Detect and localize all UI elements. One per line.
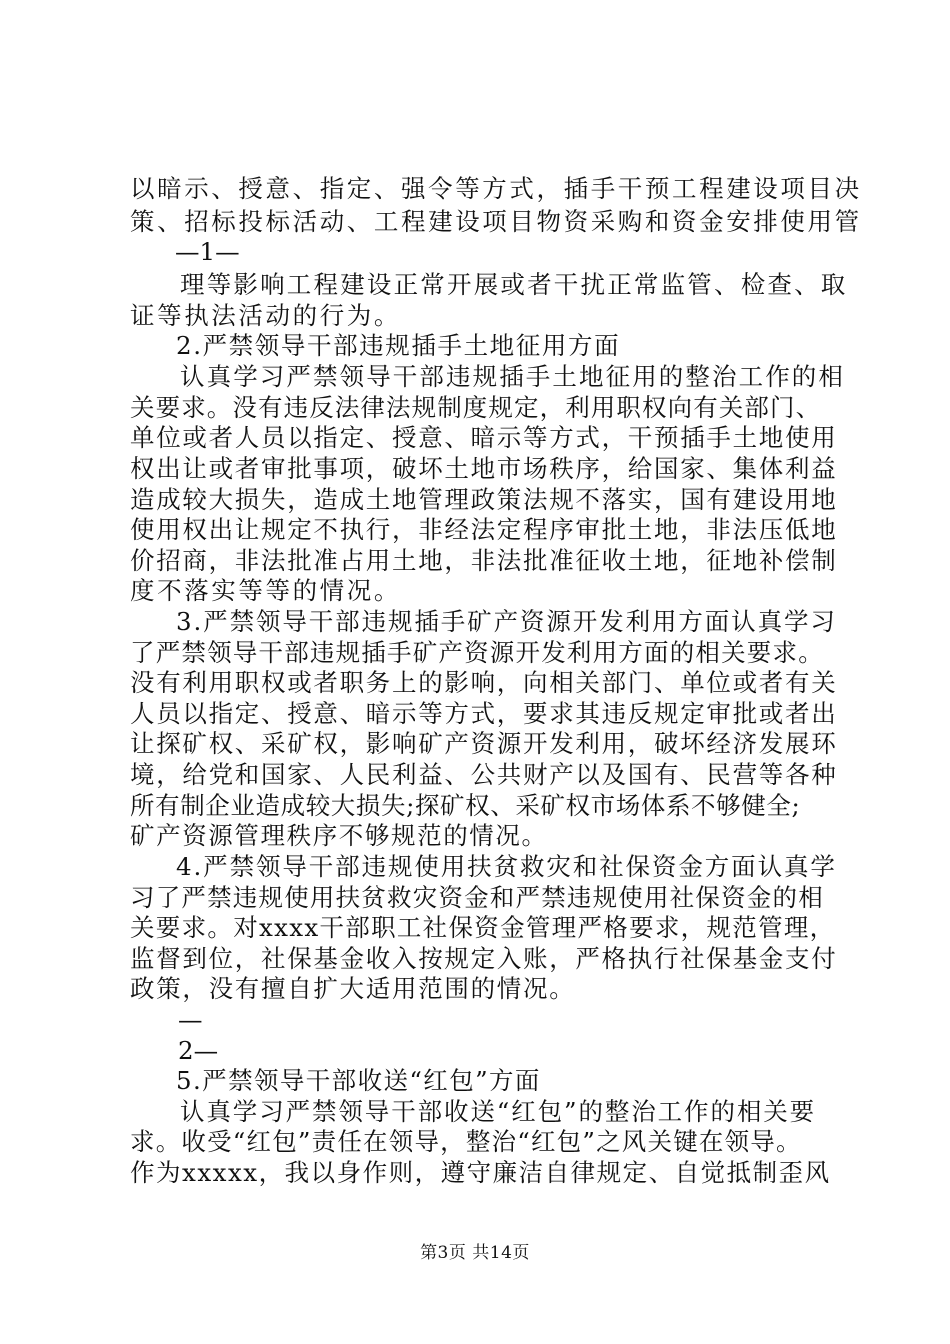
body-line: 境，给党和国家、人民利益、公共财产以及国有、民营等各种: [130, 760, 838, 789]
body-line: 所有制企业造成较大损失;探矿权、采矿权市场体系不够健全;: [130, 791, 801, 820]
body-line: 价招商，非法批准占用土地，非法批准征收土地，征地补偿制: [130, 546, 838, 575]
body-line: 政策，没有擅自扩大适用范围的情况。: [130, 974, 576, 1003]
body-line: 度不落实等等的情况。: [130, 576, 401, 605]
body-line: 习了严禁违规使用扶贫救灾资金和严禁违规使用社保资金的相: [130, 883, 824, 912]
body-line: 认真学习严禁领导干部收送“红包”的整治工作的相关要: [180, 1097, 817, 1126]
body-line: 了严禁领导干部违规插手矿产资源开发利用方面的相关要求。: [130, 638, 824, 667]
body-line: 矿产资源管理秩序不够规范的情况。: [130, 821, 548, 850]
body-line: 监督到位，社保基金收入按规定入账，严格执行社保基金支付: [130, 944, 838, 973]
body-line: 理等影响工程建设正常开展或者干扰正常监管、检查、取: [180, 270, 848, 299]
page-marker: —1—: [175, 237, 240, 266]
body-line: 造成较大损失，造成土地管理政策法规不落实，国有建设用地: [130, 485, 838, 514]
body-line: 让探矿权、采矿权，影响矿产资源开发利用，破坏经济发展环: [130, 729, 838, 758]
section-heading: 2.严禁领导干部违规插手土地征用方面: [176, 331, 621, 360]
body-line: 使用权出让规定不执行，非经法定程序审批土地，非法压低地: [130, 515, 838, 544]
page-footer: 第3页 共14页: [420, 1243, 530, 1263]
body-line: 作为xxxxx，我以身作则，遵守廉洁自律规定、自觉抵制歪风: [130, 1158, 831, 1187]
body-line: 单位或者人员以指定、授意、暗示等方式，干预插手土地使用: [130, 423, 838, 452]
body-line: 权出让或者审批事项，破坏土地市场秩序，给国家、集体利益: [130, 454, 838, 483]
body-line: 证等执法活动的行为。: [130, 301, 401, 330]
page-marker: 2—: [178, 1036, 219, 1065]
body-line: 关要求。对xxxx干部职工社保资金管理严格要求，规范管理，: [130, 913, 836, 942]
page-marker: —: [178, 1005, 203, 1034]
body-line: 求。收受“红包”责任在领导，整治“红包”之风关键在领导。: [130, 1127, 802, 1156]
body-line: 认真学习严禁领导干部违规插手土地征用的整治工作的相: [180, 362, 845, 391]
section-heading: 3.严禁领导干部违规插手矿产资源开发利用方面认真学习: [176, 607, 837, 636]
body-line: 关要求。没有违反法律法规制度规定，利用职权向有关部门、: [130, 393, 822, 422]
section-heading: 4.严禁领导干部违规使用扶贫救灾和社保资金方面认真学: [176, 852, 837, 881]
body-line: 人员以指定、授意、暗示等方式，要求其违反规定审批或者出: [130, 699, 838, 728]
section-heading: 5.严禁领导干部收送“红包”方面: [176, 1066, 541, 1095]
body-line: 以暗示、授意、指定、强令等方式，插手干预工程建设项目决: [130, 174, 862, 203]
body-line: 策、招标投标活动、工程建设项目物资采购和资金安排使用管: [130, 207, 862, 236]
body-line: 没有利用职权或者职务上的影响，向相关部门、单位或者有关: [130, 668, 838, 697]
